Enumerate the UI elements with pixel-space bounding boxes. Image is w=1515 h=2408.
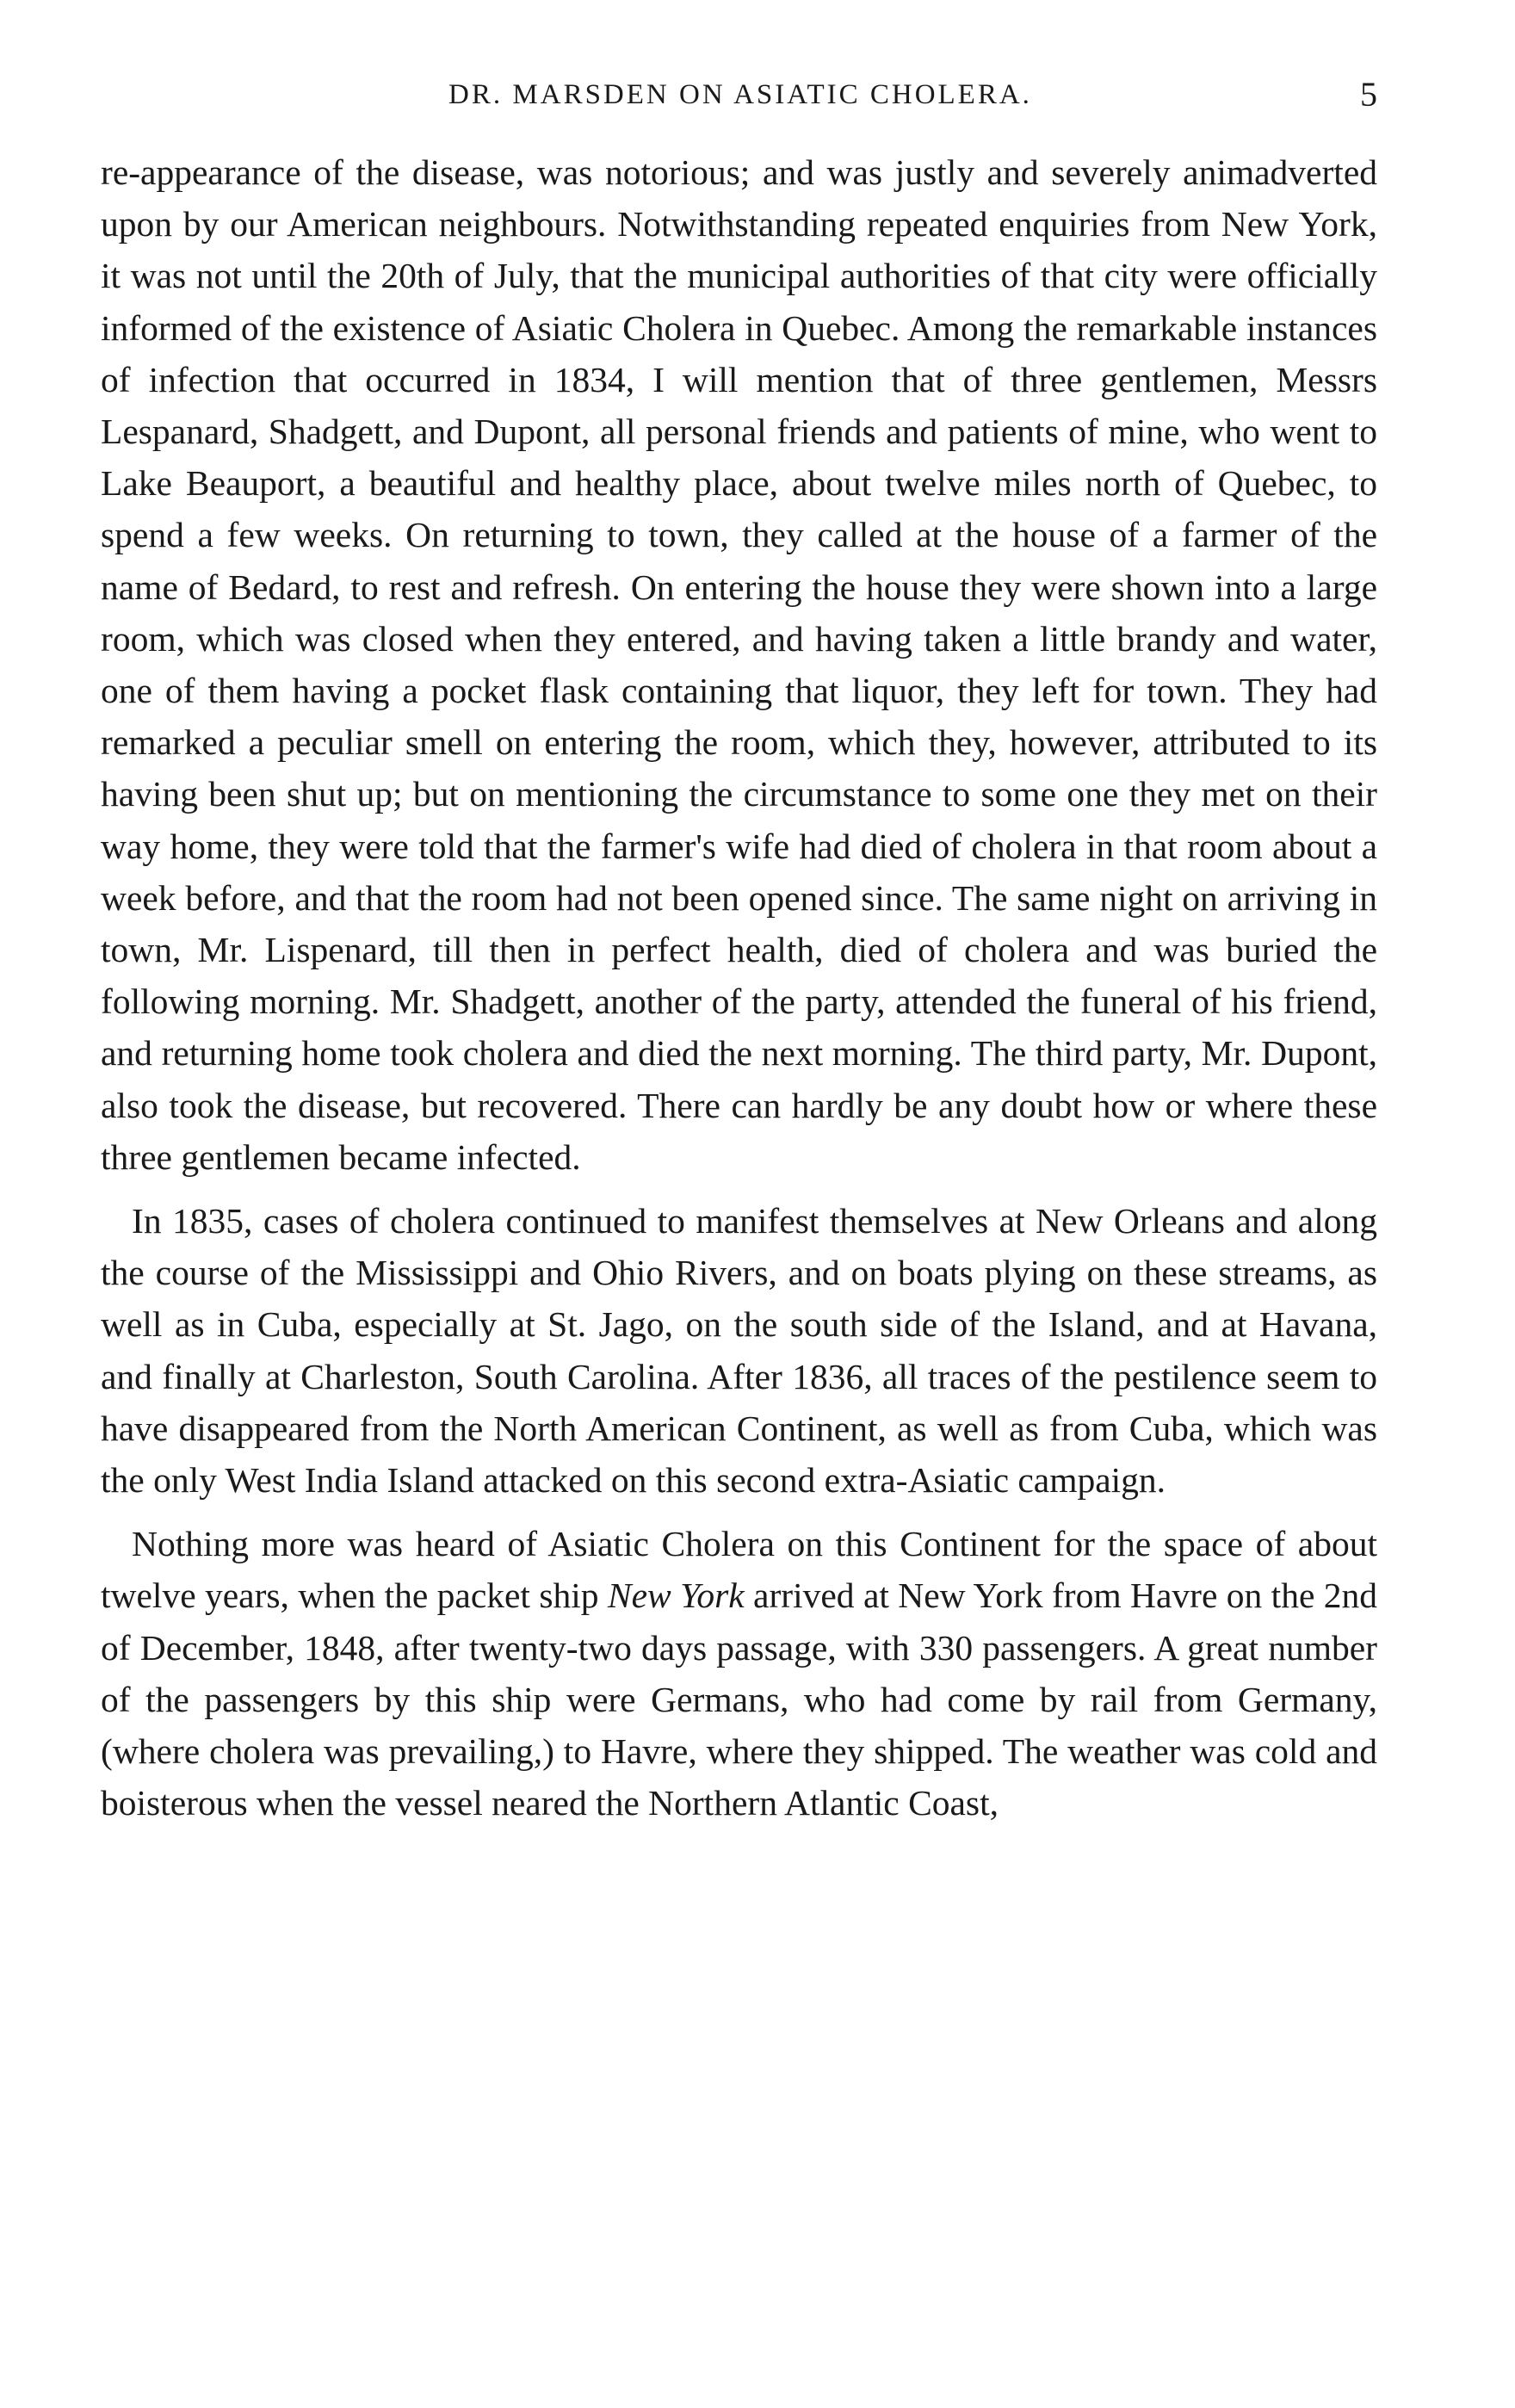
paragraph-3-text-b: arrived at New York from Havre on the 2nd of December, 1848, after twenty-two days passage, with 330 passengers. A great number of the passengers by this ship were Germans, who had come by rail from Germany, (where cholera was prevailing,) to Havre, where they shipped. The weather was cold and boisterous when the vessel neared the Northern Atlantic Coast, — [101, 1575, 1378, 1823]
running-title: DR. MARSDEN ON ASIATIC CHOLERA. — [448, 79, 1032, 110]
paragraph-2-text: In 1835, cases of cholera continued to manifest themselves at New Orleans and along the course of the Mississippi and Ohio Rivers, and on boats plying on these streams, as well as in Cuba, especially at St. Jago, on the south side of the Island, and at Havana, and finally at Charleston, South Carolina. After 1836, all traces of the pestilence seem to have disappeared from the North American Continent, as well as from Cuba, which was the only West India Island attacked on this second extra-Asiatic campaign. — [101, 1201, 1377, 1501]
paragraph-1 — [101, 146, 1377, 1183]
paragraph-3-text-a: Nothing more was heard of Asiatic Cholera on this Continent for the space of about twelve years, when the packet ship — [101, 1524, 1377, 1616]
body-text — [101, 146, 1377, 1829]
running-head — [103, 74, 1377, 126]
page-number: 5 — [1360, 75, 1377, 114]
paragraph-1-text: re-appearance of the disease, was notorious; and was justly and severely animadverted upon by our American neighbours. Notwithstanding repeated enquiries from New York, it was not until the 20th of July, that the municipal authorities of that city were officially informed of the existence of Asiatic Cholera in Quebec. Among the remarkable instances of infection that occurred in 1834, I will mention that of three gentlemen, Messrs Lespanard, Shadgett, and Dupont, all personal friends and patients of mine, who went to Lake Beauport, a beautiful and healthy place, about twelve miles north of Quebec, to spend a few weeks. On returning to town, they called at the house of a farmer of the name of Bedard, to rest and refresh. On entering the house they were shown into a large room, which was closed when they entered, and having taken a little brandy and water, one of them having a pocket flask containing that liquor, they left for town. They had remarked a peculiar smell on entering the room, which they, however, attributed to its having been shut up; but on mentioning the circumstance to some one they met on their way home, they were told that the farmer's wife had died of cholera in that room about a week before, and that the room had not been opened since. The same night on arriving in town, Mr. Lispenard, till then in perfect health, died of cholera and was buried the following morning. Mr. Shadgett, another of the party, attended the funeral of his friend, and returning home took cholera and died the next morning. The third party, Mr. Dupont, also took the disease, but recovered. There can hardly be any doubt how or where these three gentlemen became infected. — [101, 152, 1377, 1177]
paragraph-2 — [101, 1195, 1377, 1506]
ship-name-italic: New York — [607, 1575, 745, 1616]
paragraph-3 — [101, 1518, 1377, 1829]
